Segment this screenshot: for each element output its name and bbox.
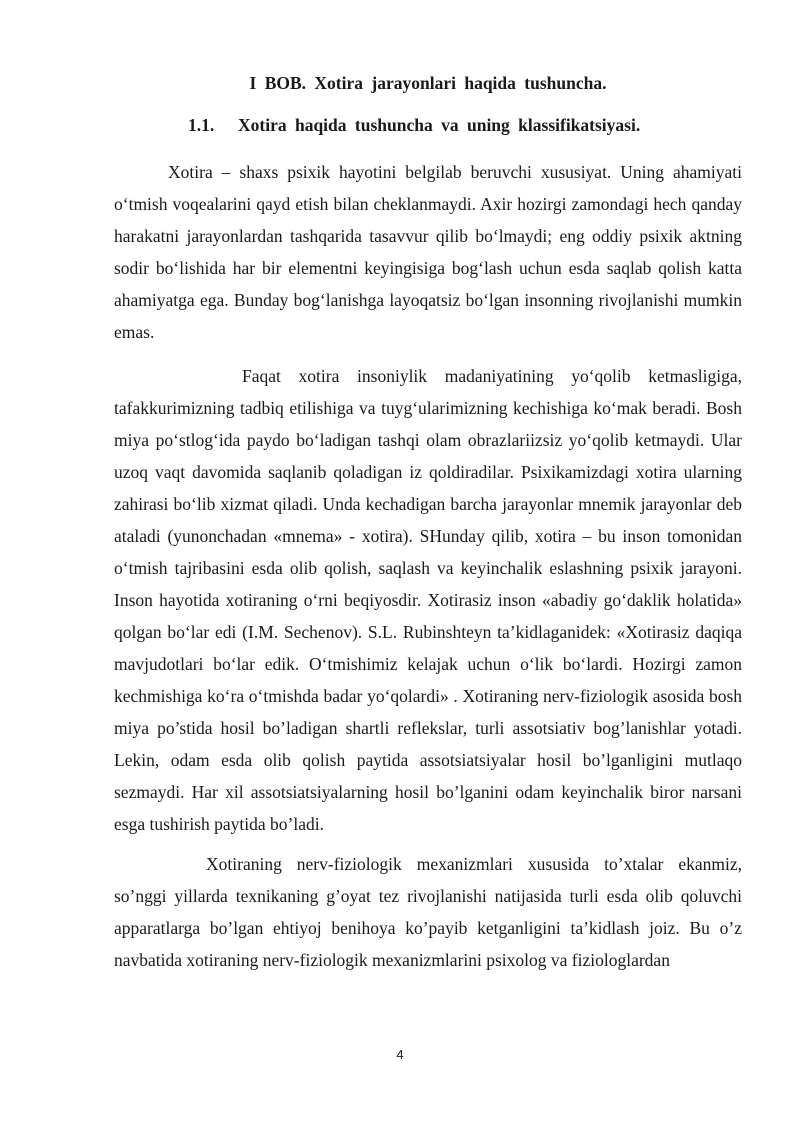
section-heading (114, 112, 742, 138)
body-paragraph: Xotira – shaxs psixik hayotini belgilab beruvchi xususiyat. Uning ahamiyati o‘tmish voqealarini qayd etish bilan cheklanmaydi. Axir hozirgi zamondagi hech qanday harakatni jarayonlardan tashqarida tasavvur qilib bo‘lmaydi; eng oddiy psixik aktning sodir bo‘lishida har bir elementni keyingisiga bog‘lash uchun esda saqlab qolish katta ahamiyatga ega. Bunday bog‘lanishga layoqatsiz bo‘lgan insonning rivojlanishi mumkin emas. (114, 162, 742, 342)
page-number: 4 (396, 1047, 404, 1062)
section-title: Xotira haqida tushuncha va uning klassifikatsiyasi. (238, 115, 641, 135)
chapter-title: I BOB. Xotira jarayonlari haqida tushuncha. (249, 73, 607, 93)
page-content (114, 70, 742, 976)
section-number: 1.1. (188, 115, 215, 135)
body-paragraph: Faqat xotira insoniylik madaniyatining yo‘qolib ketmasligiga, tafakkurimizning tadbiq etilishiga va tuyg‘ularimizning kechishiga ko‘mak beradi. Bosh miya po‘stlog‘ida paydo bo‘ladigan tashqi olam obrazlariizsiz yo‘qolib ketmaydi. Ular uzoq vaqt davomida saqlanib qoladigan iz qoldiradilar. Psixikamizdagi xotira ularning zahirasi bo‘lib xizmat qiladi. Unda kechadigan barcha jarayonlar mnemik jarayonlar deb ataladi (yunonchadan «mnema» - xotira). SHunday qilib, xotira – bu inson tomonidan o‘tmish tajribasini esda olib qolish, saqlash va keyinchalik eslashning psixik jarayoni. Inson hayotida xotiraning o‘rni beqiyosdir. Xotirasiz inson «abadiy go‘daklik holatida» qolgan bo‘lar edi (I.M. Sechenov). S.L. Rubinshteyn ta’kidlaganidek: «Xotirasiz daqiqa mavjudotlari bo‘lar edik. O‘tmishimiz kelajak uchun o‘lik bo‘lardi. Hozirgi zamon kechmishiga ko‘ra o‘tmishda badar yo‘qolardi» . Xotiraning nerv-fiziologik asosida bosh miya po’stida hosil bo’ladigan shartli reflekslar, turli assotsiativ bog’lanishlar yotadi. Lekin, odam esda olib qolish paytida assotsiatsiyalar hosil bo’lganligini mutlaqo sezmaydi. Har xil assotsiatsiyalarning hosil bo’lganini odam keyinchalik biror narsani esga tushirish paytida bo’ladi. (114, 366, 742, 834)
body-paragraph: Xotiraning nerv-fiziologik mexanizmlari xususida to’xtalar ekanmiz, so’nggi yillarda texnikaning g’oyat tez rivojlanishi natijasida turli esda olib qoluvchi apparatlarga bo’lgan ehtiyoj benihoya ko’payib ketganligini ta’kidlash joiz. Bu o’z navbatida xotiraning nerv-fiziologik mexanizmlarini psixolog va fiziologlardan (114, 854, 742, 970)
